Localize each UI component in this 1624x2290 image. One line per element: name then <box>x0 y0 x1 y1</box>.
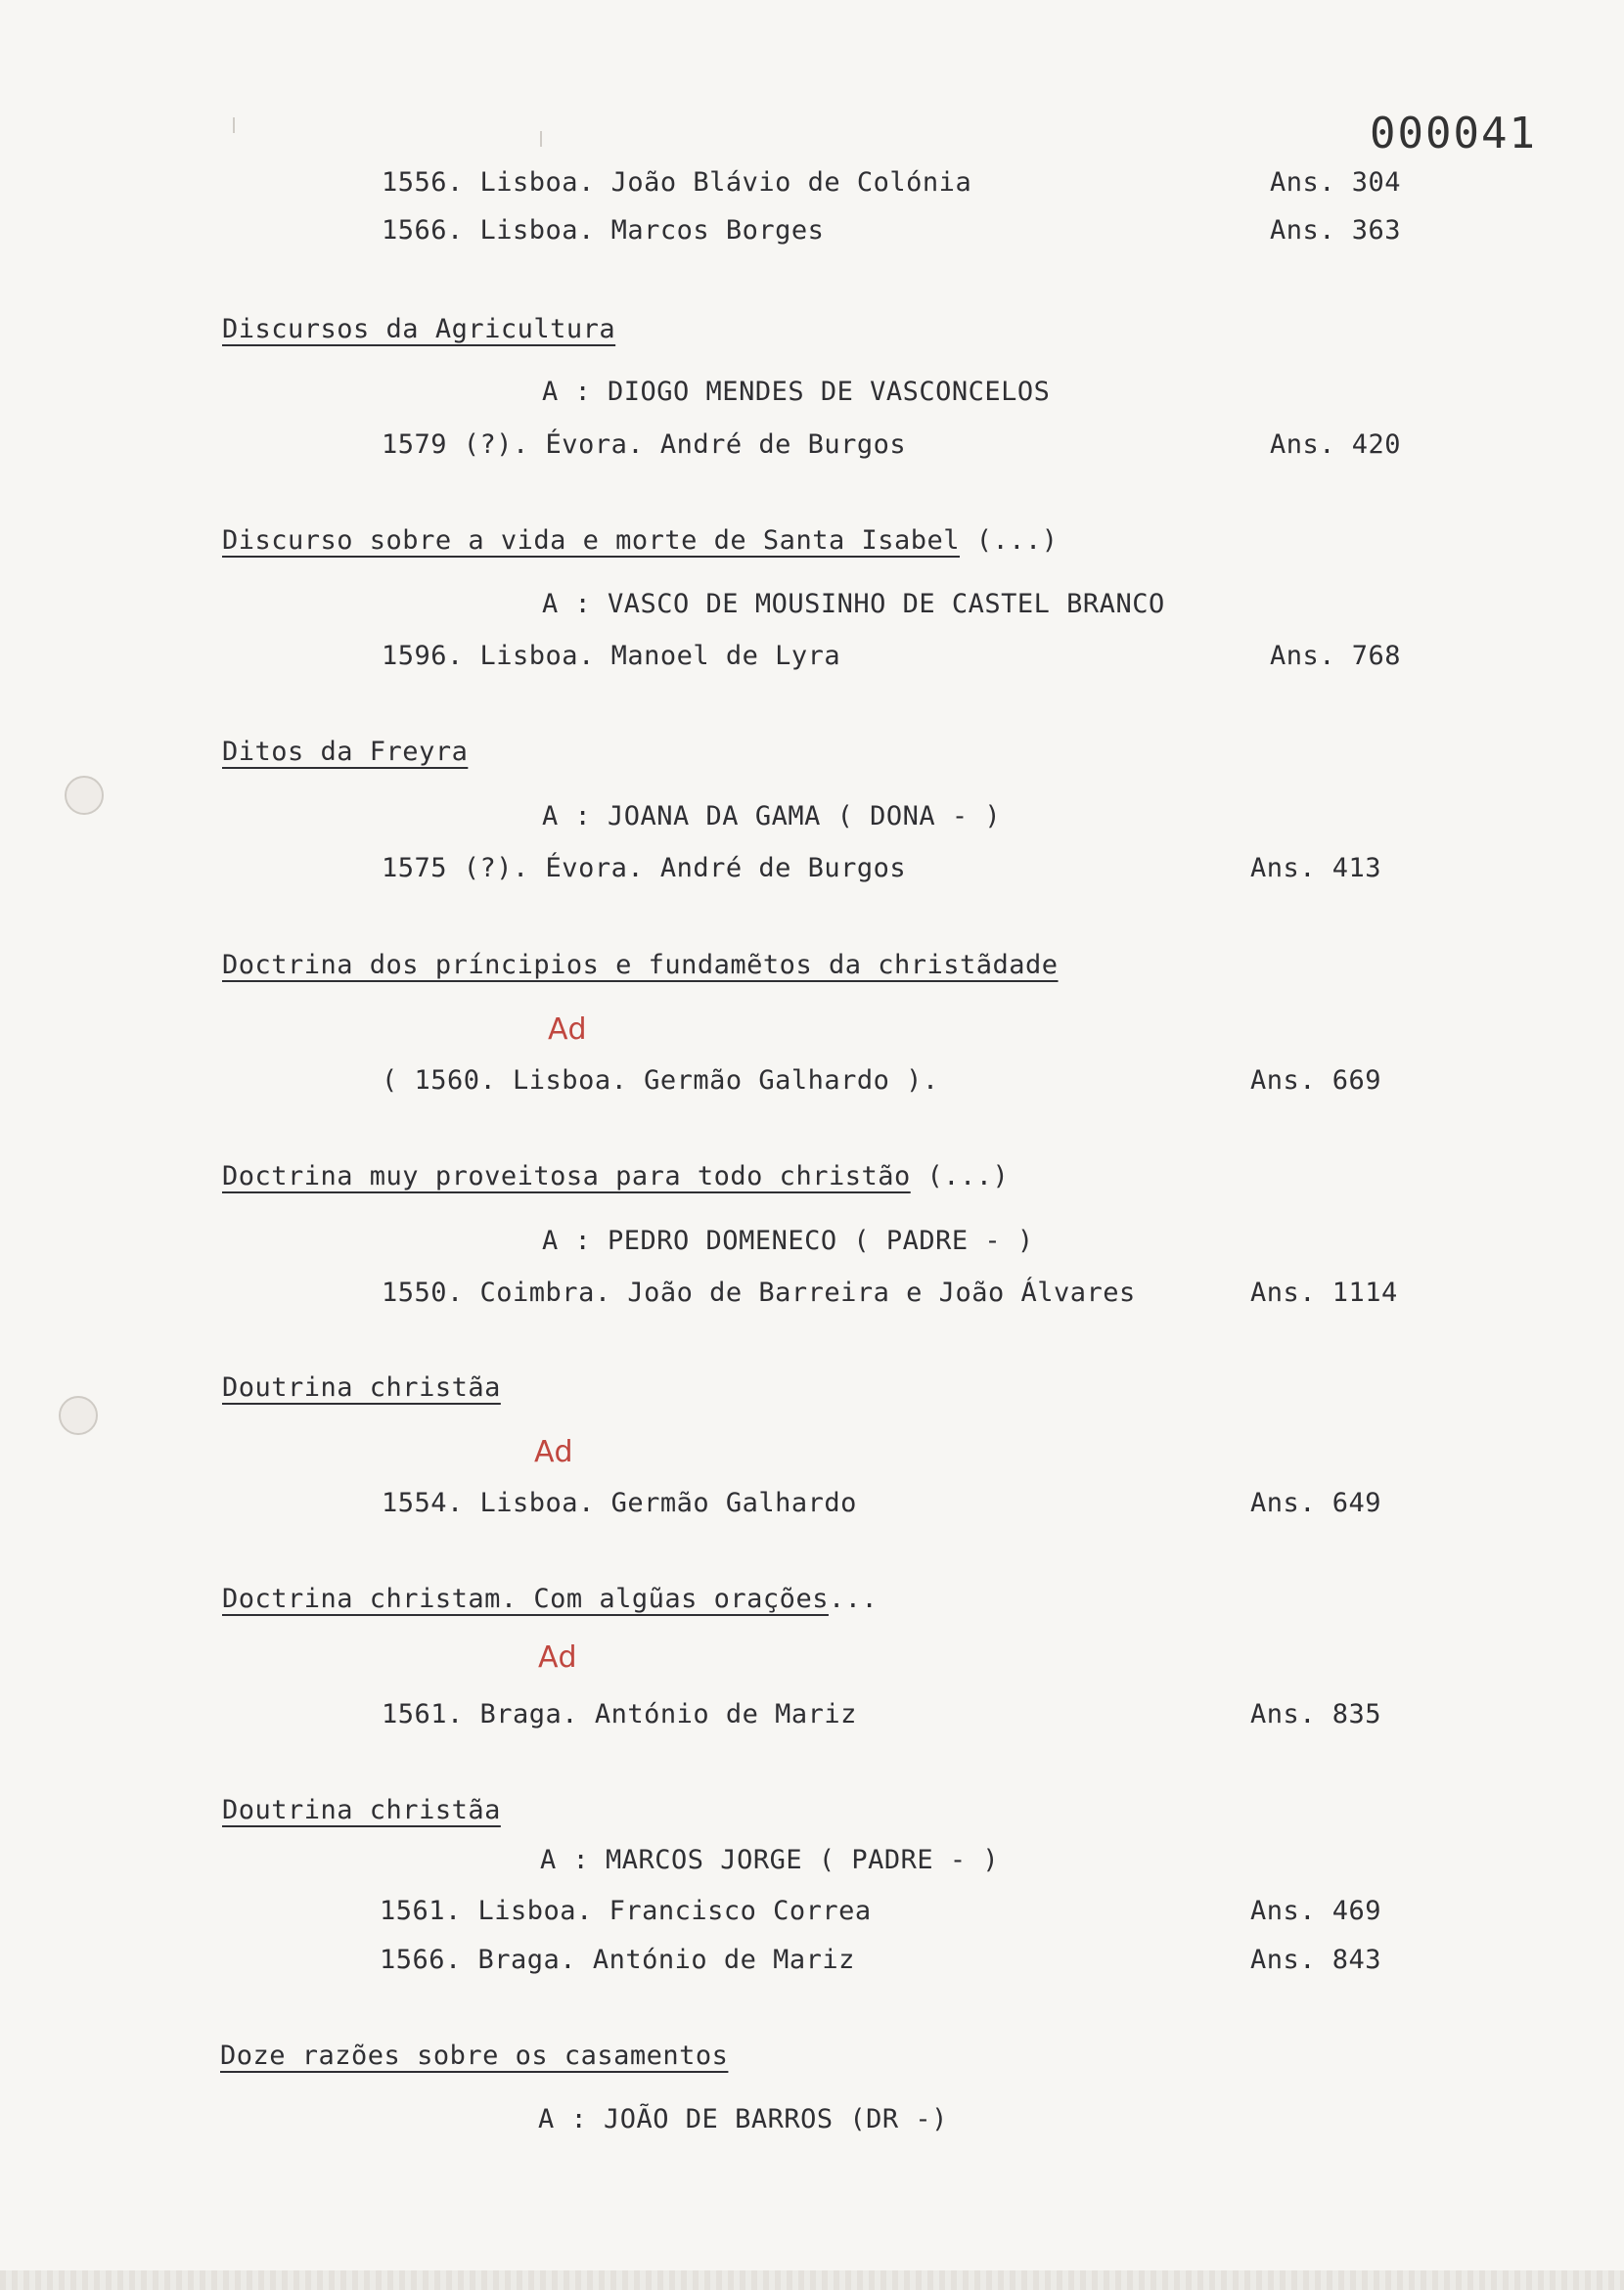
entry-author: A : MARCOS JORGE ( PADRE - ) <box>540 1845 1000 1875</box>
entry-title-row <box>222 524 1059 558</box>
edition-line: 1561. Braga. António de Mariz <box>382 1699 857 1729</box>
edition-reference: Ans. 363 <box>1270 215 1402 246</box>
entry-title: Ditos da Freyra <box>222 737 469 767</box>
entry-title-suffix: ... <box>828 1584 879 1614</box>
edition-line: 1596. Lisboa. Manoel de Lyra <box>382 641 841 671</box>
edition-reference: Ans. 669 <box>1250 1065 1382 1096</box>
entry-title-row <box>222 1160 1009 1193</box>
edition-reference: Ans. 420 <box>1270 429 1402 460</box>
edition-line: 1566. Lisboa. Marcos Borges <box>382 215 825 246</box>
entry-author: A : JOÃO DE BARROS (DR -) <box>538 2104 948 2134</box>
scan-edge-strip <box>0 2270 1624 2290</box>
margin-tick <box>540 131 542 147</box>
edition-reference: Ans. 835 <box>1250 1699 1382 1729</box>
edition-line: 1550. Coimbra. João de Barreira e João Álvares <box>382 1278 1136 1308</box>
edition-line: 1575 (?). Évora. André de Burgos <box>382 853 907 883</box>
edition-line: ( 1560. Lisboa. Germão Galhardo ). <box>382 1065 939 1096</box>
edition-reference: Ans. 304 <box>1270 167 1402 198</box>
edition-line: 1579 (?). Évora. André de Burgos <box>382 429 907 460</box>
entry-title: Doctrina dos príncipios e fundamẽtos da christãdade <box>222 950 1059 980</box>
entry-title-row <box>222 1583 878 1616</box>
entry-author: A : DIOGO MENDES DE VASCONCELOS <box>542 377 1051 407</box>
edition-line: 1566. Braga. António de Mariz <box>380 1945 855 1975</box>
edition-line: 1554. Lisboa. Germão Galhardo <box>382 1488 857 1518</box>
entry-author: A : VASCO DE MOUSINHO DE CASTEL BRANCO <box>542 589 1165 619</box>
entry-title: Discursos da Agricultura <box>222 314 616 344</box>
handwritten-annotation: Ad <box>534 1435 574 1469</box>
entry-title: Doutrina christãa <box>222 1372 501 1403</box>
handwritten-annotation: Ad <box>538 1640 578 1675</box>
punch-hole <box>65 776 104 815</box>
edition-line: 1556. Lisboa. João Blávio de Colónia <box>382 167 972 198</box>
edition-reference: Ans. 469 <box>1250 1896 1382 1926</box>
edition-line: 1561. Lisboa. Francisco Correa <box>380 1896 872 1926</box>
entry-title-suffix: (...) <box>975 525 1059 556</box>
entry-title: Doctrina christam. Com algũas orações <box>222 1584 829 1614</box>
entry-title: Doctrina muy proveitosa para todo christão <box>222 1161 911 1191</box>
document-number: 000041 <box>1370 109 1537 158</box>
entry-title: Doze razões sobre os casamentos <box>220 2041 729 2071</box>
edition-reference: Ans. 768 <box>1270 641 1402 671</box>
entry-title: Discurso sobre a vida e morte de Santa Isabel <box>222 525 960 556</box>
entry-author: A : PEDRO DOMENECO ( PADRE - ) <box>542 1226 1034 1256</box>
margin-tick <box>233 117 235 133</box>
entry-title-suffix: (...) <box>926 1161 1010 1191</box>
entry-author: A : JOANA DA GAMA ( DONA - ) <box>542 801 1002 831</box>
entry-title: Doutrina christãa <box>222 1795 501 1825</box>
punch-hole <box>59 1396 98 1435</box>
edition-reference: Ans. 1114 <box>1250 1278 1398 1308</box>
edition-reference: Ans. 649 <box>1250 1488 1382 1518</box>
edition-reference: Ans. 843 <box>1250 1945 1382 1975</box>
handwritten-annotation: Ad <box>548 1012 588 1047</box>
edition-reference: Ans. 413 <box>1250 853 1382 883</box>
